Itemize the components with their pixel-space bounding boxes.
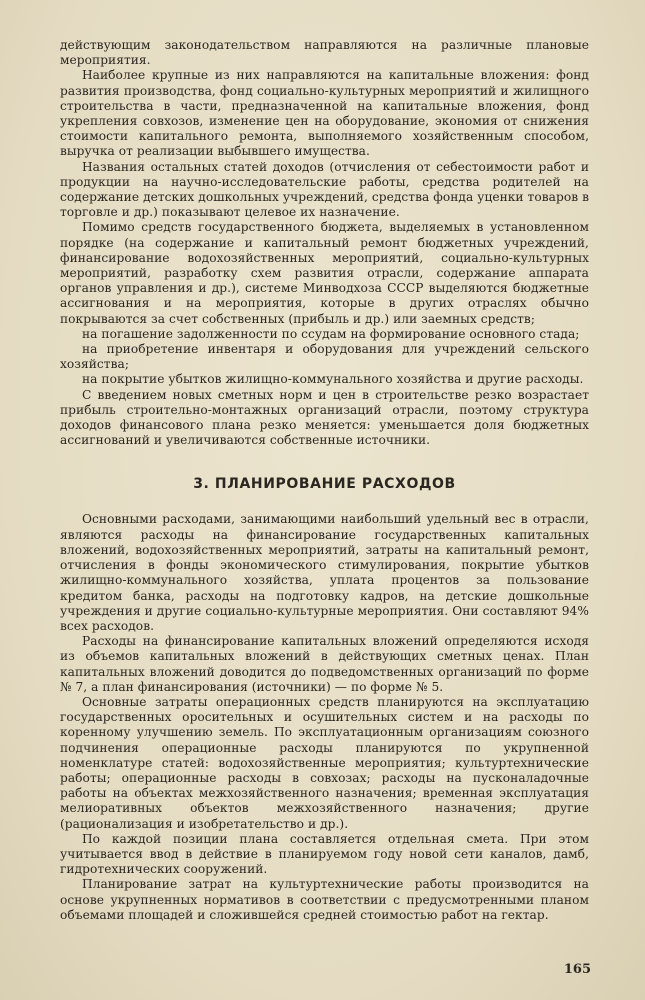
paragraph-loan-repayment: на погашение задолженности по ссудам на формирование основного стада; xyxy=(82,326,580,341)
paragraph-new-norms: С введением новых сметных норм и цен в строительстве резко возрастает прибыль строительно-монтажных организаций отрасли, поэтому структура доходов финансового плана резко меняется: уменьшается доля бюджетных ассигнований и увеличиваются собственные источники. xyxy=(60,387,589,448)
section-heading: 3. ПЛАНИРОВАНИЕ РАСХОДОВ xyxy=(193,476,456,493)
section-funds-text xyxy=(60,38,589,448)
paragraph-main-expenses: Основными расходами, занимающими наибольший удельный вес в отрасли, являются расходы на финансирование государственных капитальных вложений, водохозяйственных мероприятий, затраты на капитальный ремонт, отчисления в фонды экономического стимулирования, покрытие убытков жилищно-коммунального хозяйства, уплата процентов за пользование кредитом банка, расходы на подготовку кадров, на детские дошкольные учреждения и другие социально-культурные мероприятия. Они составляют 94% всех расходов. xyxy=(60,512,589,633)
paragraph-continuation: действующим законодательством направляются на различные плановые мероприятия. xyxy=(60,38,589,68)
paragraph-capital-financing: Расходы на финансирование капитальных вложений определяются исходя из объемов капитальных вложений в действующих сметных ценах. План капитальных вложений доводится до подведомственных организаций по форме № 7, а план финансирования (источники) — по форме № 5. xyxy=(60,634,589,694)
section-expenses-text xyxy=(60,512,589,922)
paragraph-equipment: на приобретение инвентаря и оборудования для учреждений сельского хозяйства; xyxy=(60,342,589,372)
paragraph-housing-losses: на покрытие убытков жилищно-коммунального хозяйства и другие расходы. xyxy=(82,372,584,387)
paragraph-estimates: По каждой позиции плана составляется отдельная смета. При этом учитывается ввод в действие в планируемом году новой сети каналов, дамб, гидротехнических сооружений. xyxy=(60,831,589,877)
paragraph-other-income: Названия остальных статей доходов (отчисления от себестоимости работ и продукции на научно-исследовательские работы, средства родителей на содержание детских дошкольных учреждений, средства фонда уценки товаров в торговле и др.) показывают целевое их назначение. xyxy=(60,159,589,220)
paragraph-capital-investments: Наиболее крупные из них направляются на капитальные вложения: фонд развития производства, фонд социально-культурных мероприятий и жилищного строительства в части, предназначенной на капитальные вложения, фонд укрепления совхозов, изменение цен на оборудование, экономия от снижения стоимости капитального ремонта, выполняемого хозяйственным способом, выручка от реализации выбывшего имущества. xyxy=(60,68,589,159)
paragraph-budget-funds: Помимо средств государственного бюджета, выделяемых в установленном порядке (на содержание и капитальный ремонт бюджетных учреждений, финансирование водохозяйственных мероприятий, социально-культурных мероприятий, разработку схем развития отрасли, содержание аппарата органов управления и др.), системе Минводхоза СССР выделяются бюджетные ассигнования и на мероприятия, которые в других отраслях обычно покрываются за счет собственных (прибыль и др.) или заемных средств; xyxy=(60,220,589,326)
paragraph-operating-costs: Основные затраты операционных средств планируются на эксплуатацию государственных оросительных и осушительных систем и на расходы по коренному улучшению земель. По эксплуатационным организациям союзного подчинения операционные расходы планируются по укрупненной номенклатуре статей: водохозяйственные мероприятия; культуртехнические работы; операционные расходы в совхозах; расходы на пусконаладочные работы на объектах межхозяйственного назначения; временная эксплуатация мелиоративных объектов межхозяйственного назначения; другие (рационализация и изобретательство и др.). xyxy=(60,694,589,831)
page-number: 165 xyxy=(563,962,591,977)
paragraph-cultural-technical: Планирование затрат на культуртехнические работы производится на основе укрупненных нормативов в соответствии с предусмотренными планом объемами площадей и сложившейся средней стоимостью работ на гектар. xyxy=(60,877,589,922)
